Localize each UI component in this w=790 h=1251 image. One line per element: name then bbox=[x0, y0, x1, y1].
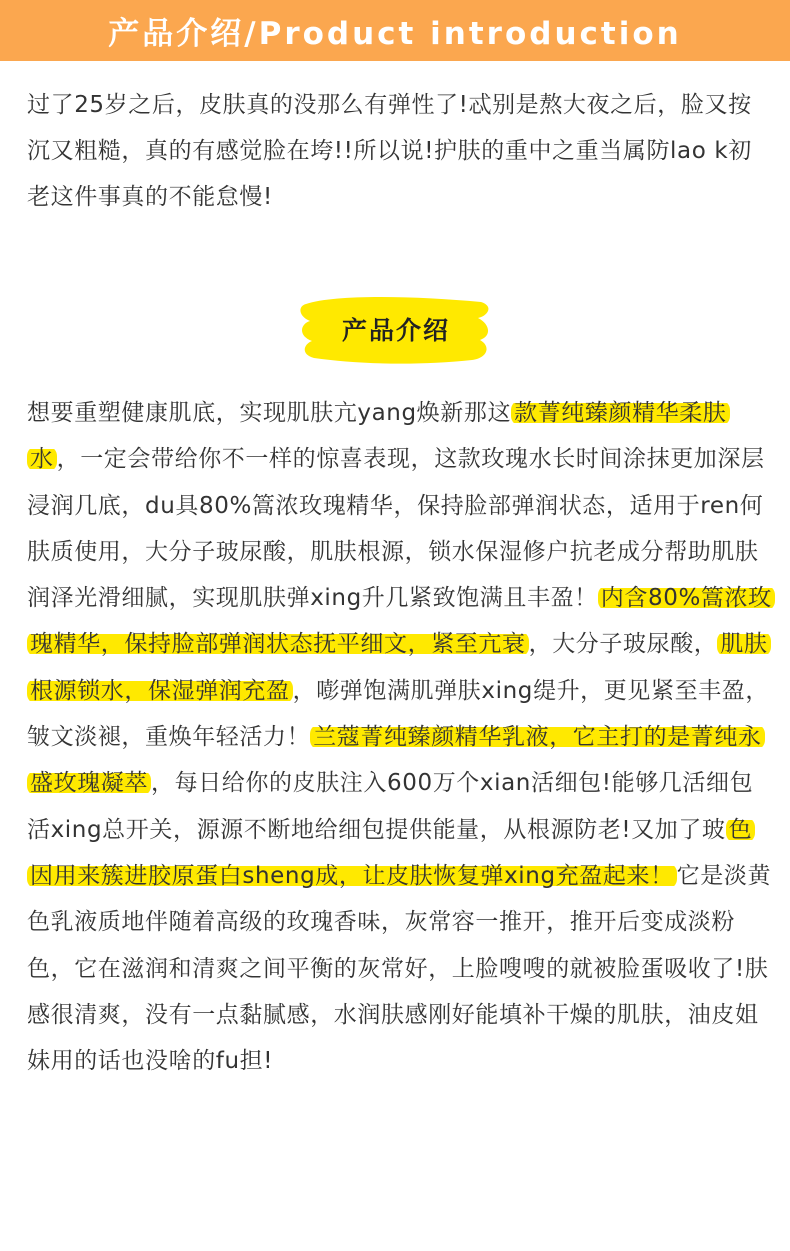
body-text-4: ，嘭弹饱满肌弹肤xing缇升，更见紧至丰盈，皱文淡褪，重焕年轻活力！ bbox=[27, 677, 769, 751]
highlight-moisture-lock: 肌肤根源锁水，保湿弹润充盈 bbox=[27, 631, 771, 703]
intro-paragraph: 过了25岁之后，皮肤真的没那么有弹性了!忒别是熬大夜之后，脸又按沉又粗糙，真的有感觉脸在垮!!所以说!护肤的重中之重当属防lao k初老这件事真的不能怠慢! bbox=[27, 92, 752, 210]
body-text-1: 想要重塑健康肌底，实现肌肤亢yang焕新那这 bbox=[27, 400, 512, 426]
highlight-rose-essence: 内含80%篙浓玫瑰精华，保持脸部弹润状态抚平细文，紧至亢衰 bbox=[27, 585, 775, 657]
body-text-6: ，每日给你的皮肤注入600万个xian活细包!能够几活细包活xing总开关，源源不断地给细包提供能量，从根源防老!又加了玻 bbox=[27, 770, 754, 843]
product-description bbox=[27, 390, 772, 1084]
highlight-emulsion-name: 兰蔻菁纯臻颜精华乳液，它主打的是菁纯永盛玫瑰凝萃 bbox=[27, 724, 765, 796]
highlight-product-name: 款菁纯臻颜精华柔肤水 bbox=[27, 400, 730, 472]
body-text-3: ，大分子玻尿酸， bbox=[528, 631, 718, 658]
body-text-7: 它是淡黄色乳液质地伴随着高级的玫瑰香味，灰常容一推开，推开后变成淡粉色，它在滋润和清爽之间平衡的灰常好，上脸嗖嗖的就被脸蛋吸收了!肤感很清爽，没有一点黏腻感，水润肤感刚好能填补干燥的肌肤，油皮姐妹用的话也没啥的fu担! bbox=[27, 862, 772, 1075]
body-text-2: ，一定会带给你不一样的惊喜表现，这款玫瑰水长时间涂抹更加深层浸润几底，du具80%篙浓玫瑰精华，保持脸部弹润状态，适用于ren何肤质使用，大分子玻尿酸，肌肤根源，锁水保湿修户抗老成分帮助肌肤润泽光滑细腻，实现肌肤弹xing升几紧致饱满且丰盈！ bbox=[27, 446, 765, 612]
highlight-collagen: 色因用来簇进胶原蛋白sheng成，让皮肤恢复弹xing充盈起来！ bbox=[27, 817, 755, 889]
header-bar bbox=[0, 0, 790, 61]
section-badge bbox=[296, 292, 496, 366]
section-title: 产品介绍 bbox=[341, 316, 450, 345]
header-title: 产品介绍/Product introduction bbox=[108, 16, 682, 52]
